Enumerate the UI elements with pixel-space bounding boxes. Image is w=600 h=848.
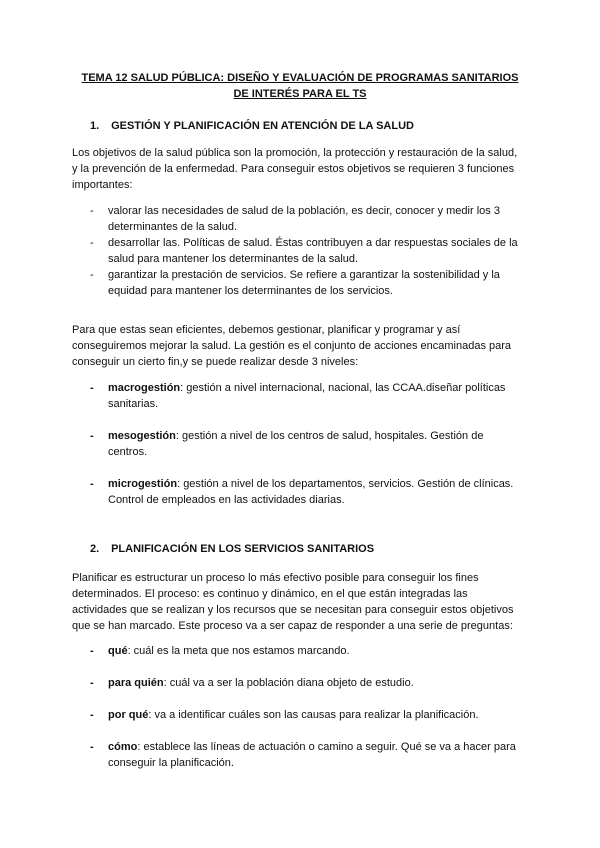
question-text: : establece las líneas de actuación o camino a seguir. Qué se va a hacer para conseguir la planificación. xyxy=(108,741,516,769)
list-item: - garantizar la prestación de servicios. Se refiere a garantizar la sostenibilidad y la equidad para mantener los determinantes de los servicios. xyxy=(90,267,522,299)
list-item xyxy=(90,380,522,412)
list-item xyxy=(90,707,522,723)
section-2-number: 2. xyxy=(90,543,100,555)
question-term: qué xyxy=(108,645,128,657)
list-item: - desarrollar las. Políticas de salud. Éstas contribuyen a dar respuestas sociales de la salud para mantener los determinantes de la salud. xyxy=(90,235,522,267)
management-levels-list xyxy=(90,380,522,524)
questions-list xyxy=(90,643,522,787)
section-2-intro: Planificar es estructurar un proceso lo más efectivo posible para conseguir los fines determinados. El proceso: es continuo y dinámico, en el que están integradas las actividades que se realizan y los recursos que se necesitan para conseguir estos objetivos que se han marcado. Este proceso va a ser capaz de responder a una serie de preguntas: xyxy=(72,572,514,632)
question-text: : cuál es la meta que nos estamos marcando. xyxy=(127,645,350,657)
functions-list xyxy=(90,203,522,299)
question-text: : va a identificar cuáles son las causas para realizar la planificación. xyxy=(148,709,479,721)
question-term: para quién xyxy=(108,677,164,689)
level-term: mesogestión xyxy=(108,430,176,442)
list-item xyxy=(90,739,522,771)
level-text: : gestión a nivel de los centros de salud, hospitales. Gestión de centros. xyxy=(108,430,484,458)
list-item: - valorar las necesidades de salud de la población, es decir, conocer y medir los 3 determinantes de la salud. xyxy=(90,203,522,235)
level-text: : gestión a nivel internacional, nacional, las CCAA.diseñar políticas sanitarias. xyxy=(108,382,506,410)
list-item xyxy=(90,428,522,460)
level-term: macrogestión xyxy=(108,382,181,394)
question-text: : cuál va a ser la población diana objeto de estudio. xyxy=(163,677,414,689)
question-term: cómo xyxy=(108,741,138,753)
section-1-number: 1. xyxy=(90,120,100,132)
section-2-title: PLANIFICACIÓN EN LOS SERVICIOS SANITARIOS xyxy=(111,543,375,555)
level-text: : gestión a nivel de los departamentos, servicios. Gestión de clínicas. Control de empleados en las actividades diarias. xyxy=(108,478,514,506)
list-item xyxy=(90,476,522,508)
management-intro: Para que estas sean eficientes, debemos gestionar, planificar y programar y así conseguiremos mejorar la salud. La gestión es el conjunto de acciones encaminadas para conseguir un cierto fin,y se puede realizar desde 3 niveles: xyxy=(72,324,512,368)
title-line-1: TEMA 12 SALUD PÚBLICA: DISEÑO Y EVALUACIÓN DE PROGRAMAS SANITARIOS xyxy=(81,72,519,84)
question-term: por qué xyxy=(108,709,149,721)
document-title xyxy=(70,70,530,102)
title-line-2: DE INTERÉS PARA EL TS xyxy=(233,88,367,100)
list-item xyxy=(90,643,522,659)
section-2-heading xyxy=(90,541,374,557)
section-1-intro: Los objetivos de la salud pública son la promoción, la protección y restauración de la salud, y la prevención de la enfermedad. Para conseguir estos objetivos se requieren 3 funciones importantes: xyxy=(72,147,518,191)
list-item xyxy=(90,675,522,691)
section-1-title: GESTIÓN Y PLANIFICACIÓN EN ATENCIÓN DE LA SALUD xyxy=(111,120,414,132)
section-1-heading xyxy=(90,118,414,134)
level-term: microgestión xyxy=(108,478,178,490)
